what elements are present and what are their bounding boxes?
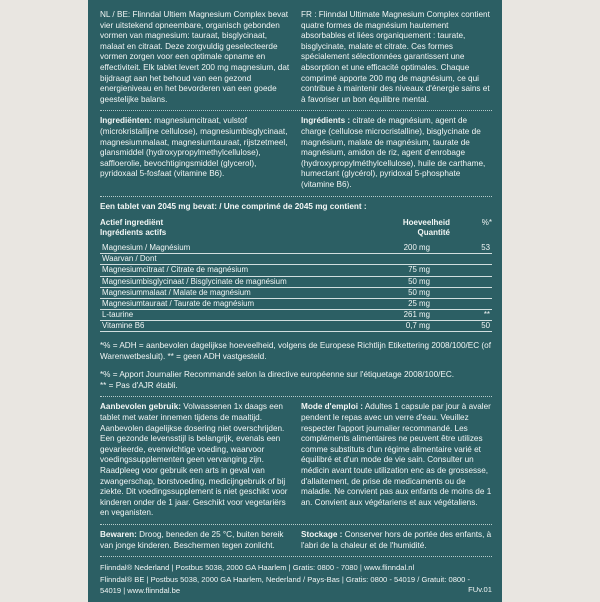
- intro-fr: FR : Flinndal Ultimate Magnesium Complex contient quatre formes de magnésium hautement absorbables et liées organiquement : taurate, bisglycinate, malate et citrate. Ces formes spécialement sélectionnées garantissent une absorption et une efficacité optimales. Chaque comprimé apporte 200 mg de magnésium, ce qui contribue à maintenir des niveaux d'énergie sains et à favoriser un bon équilibre mental.: [301, 10, 490, 104]
- nutrition-row: [100, 276, 492, 287]
- storage-fr-label: Stockage :: [301, 529, 343, 539]
- label-content: [100, 10, 492, 597]
- ingredients-fr-text: citrate de magnésium, agent de charge (cellulose microcristalline), bisglycinate de magnésium, malate de magnésium, taurate de magnésium, amidon de riz, agent d'enrobage (hydroxypropylméthylcellulose), huile de carthame, humectant (glycérol), pyridoxal 5-phosphate (vitamine B6).: [301, 116, 486, 189]
- ingredients-nl-text: magnesiumcitraat, vulstof (microkristallijne cellulose), magnesiumbisglycinaat, magnesiummalaat, magnesiumtauraat, rijstzetmeel, glansmiddel (hydroxypropylmethylcellulose), saffloerolie, bevochtigingsmiddel (glycerol), pyridoxaal 5-fosfaat (vitamine B6).: [100, 116, 288, 179]
- usage-nl: [100, 402, 291, 519]
- nutrition-cell-name: Magnesiumbisglycinaat / Bisglycinate de magnésium: [100, 276, 338, 287]
- nutrition-cell-name: Magnesiumtauraat / Taurate de magnésium: [100, 298, 338, 309]
- header-ingredient-fr: Ingrédients actifs: [100, 227, 167, 237]
- nutrition-cell-pct: **: [432, 309, 492, 320]
- ingredients-section: [100, 116, 492, 190]
- nutrition-cell-pct: [432, 265, 492, 276]
- divider: [100, 556, 492, 557]
- header-amount-nl: Hoeveelheid: [402, 218, 450, 228]
- nutrition-cell-amount: 0,7 mg: [338, 320, 432, 331]
- nutrition-row: [100, 265, 492, 276]
- footnote-nl: *% = ADH = aanbevolen dagelijkse hoeveelheid, volgens de Europese Richtlijn Etikettering 2008/100/EC (of Warenwetbesluit). ** = geen ADH vastgesteld.: [100, 341, 491, 361]
- nutrition-cell-pct: [432, 287, 492, 298]
- divider: [100, 524, 492, 525]
- footer-be: Flinndal® BE | Postbus 5038, 2000 GA Haarlem, Nederland / Pays-Bas | Gratis: 0800 - 54019 / Gratuit: 0800 - 54019 | www.flinndal.be: [100, 574, 471, 596]
- ingredients-fr-label: Ingrédients :: [301, 116, 351, 126]
- ingredients-nl-label: Ingrediënten:: [100, 116, 152, 126]
- header-amount: [340, 218, 450, 237]
- nutrition-row: [100, 287, 492, 298]
- usage-section: [100, 402, 492, 519]
- nutrition-cell-pct: 50: [432, 320, 492, 331]
- nutrition-cell-amount: 50 mg: [338, 276, 432, 287]
- nutrition-cell-name: Magnesium / Magnésium: [100, 243, 338, 254]
- nutrition-row: [100, 254, 492, 265]
- version-code: FUv.01: [468, 585, 492, 594]
- footer-nl: Flinndal® Nederland | Postbus 5038, 2000 GA Haarlem | Gratis: 0800 - 7080 | www.flinndal.nl: [100, 563, 415, 573]
- table-title: Een tablet van 2045 mg bevat: / Une comprimé de 2045 mg contient :: [100, 201, 367, 211]
- usage-fr: [301, 402, 492, 519]
- usage-fr-text: Adultes 1 capsule par jour à avaler pendent le repas avec un verre d'eau. Veuillez respecter l'apport journalier recommandé. Les compléments alimentaires ne peuvent être utilizes comme substituts d'un régime alimentaire varié et équilibré et d'un mode de vie sain. Consulter un médicin avant toute utilization enc as de grossesse, d'allaitement, de prise de medicaments ou de maladie. Ne convient pas aux enfants de moins de 1 an. Convient aux végétariens et aux végétaliens.: [301, 402, 492, 507]
- nutrition-cell-name: Vitamine B6: [100, 320, 338, 331]
- nutrition-cell-amount: 50 mg: [338, 287, 432, 298]
- nutrition-row: [100, 243, 492, 254]
- nutrition-row: [100, 298, 492, 309]
- storage-fr: [301, 530, 492, 551]
- nutrition-cell-name: Waarvan / Dont: [100, 254, 338, 265]
- footnote-fr-2: ** = Pas d'AJR établi.: [100, 380, 178, 390]
- nutrition-row: [100, 320, 492, 331]
- ingredients-nl: [100, 116, 291, 190]
- storage-nl-text: Droog, beneden de 25 °C, buiten bereik van jonge kinderen. Beschermen tegen zonlicht.: [100, 529, 284, 550]
- header-amount-fr: Quantité: [417, 227, 450, 237]
- table-header: [100, 218, 492, 237]
- nutrition-cell-amount: 75 mg: [338, 265, 432, 276]
- divider: [100, 196, 492, 197]
- storage-section: [100, 530, 492, 551]
- nutrition-cell-pct: [432, 298, 492, 309]
- label-panel: [88, 0, 502, 602]
- nutrition-cell-pct: [432, 254, 492, 265]
- header-percent: %*: [481, 218, 492, 228]
- nutrition-cell-amount: 261 mg: [338, 309, 432, 320]
- nutrition-cell-name: Magnesiumcitraat / Citrate de magnésium: [100, 265, 338, 276]
- nutrition-cell-amount: 25 mg: [338, 298, 432, 309]
- nutrition-cell-name: Magnesiummalaat / Malate de magnésium: [100, 287, 338, 298]
- storage-nl-label: Bewaren:: [100, 529, 137, 539]
- usage-nl-text: Volwassenen 1x daags een tablet met water innemen tijdens de maaltijd. Aanbevolen dagelijkse dosering niet overschrijden. Een gezonde levensstijl is belangrijk, evenals een gevarieerde, evenwichtige voeding, waarvoor voedingssupplementen geen vervanging zijn. Raadpleeg voor gebruik een arts in geval van zwangerschap, borstvoeding, medicijngebruik of bij ziekte. Dit voedingssupplement is niet geschikt voor kinderen onder de 1 jaar. Geschikt voor vegetariërs en veganisten.: [100, 402, 288, 518]
- divider: [100, 396, 492, 397]
- storage-fr-text: Conserver hors de portée des enfants, à l'abri de la chaleur et de l'humidité.: [301, 529, 492, 550]
- nutrition-cell-amount: [338, 254, 432, 265]
- ingredients-fr: [301, 116, 492, 190]
- nutrition-cell-pct: 53: [432, 243, 492, 254]
- header-ingredient: [100, 218, 340, 237]
- intro-section: [100, 10, 492, 105]
- nutrition-cell-pct: [432, 276, 492, 287]
- nutrition-cell-name: L-taurine: [100, 309, 338, 320]
- nutrition-row: [100, 309, 492, 320]
- usage-fr-label: Mode d'emploi :: [301, 402, 363, 412]
- nutrition-table: [100, 243, 492, 332]
- usage-nl-label: Aanbevolen gebruik:: [100, 402, 181, 412]
- divider: [100, 110, 492, 111]
- nutrition-cell-amount: 200 mg: [338, 243, 432, 254]
- storage-nl: [100, 530, 291, 551]
- header-ingredient-nl: Actief ingrediënt: [100, 218, 164, 228]
- footnote-fr-1: *% = Apport Journalier Recommandé selon la directive européenne sur l'étiquetage 2008/100/EC.: [100, 370, 455, 380]
- intro-nl: NL / BE: Flinndal Ultiem Magnesium Complex bevat vier uitstekend opneembare, organisch gebonden vormen van magnesium: tauraat, bisglycinaat, malaat en citraat. Deze zorgvuldig geselecteerde vormen zorgen voor een optimale opname en effectiviteit. Elk tablet levert 200 mg magnesium, dat bijdraagt aan het behoud van een gezond energieniveau en het bevorderen van een goede geestelijke balans.: [100, 10, 290, 104]
